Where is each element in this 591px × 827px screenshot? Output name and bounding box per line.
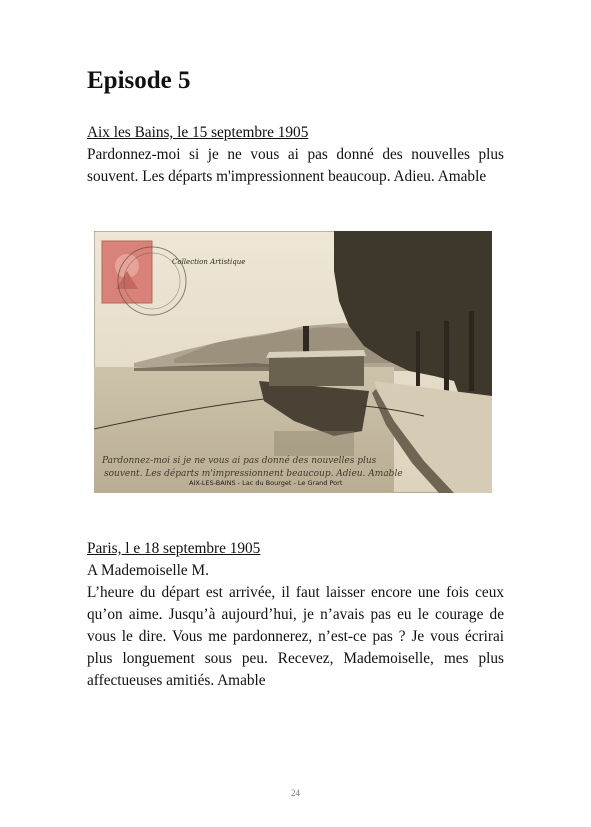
tree-trunk bbox=[469, 311, 474, 391]
page-title: Episode 5 bbox=[87, 67, 191, 94]
letter-date-heading: Paris, l e 18 septembre 1905 bbox=[87, 540, 261, 557]
letter-aix-les-bains bbox=[87, 122, 504, 188]
postcard-collection-label: Collection Artistique bbox=[172, 258, 246, 266]
letter-body: Pardonnez-moi si je ne vous ai pas donné des nouvelles plus souvent. Les départs m'impressionnent beaucoup. Adieu. Amable bbox=[87, 146, 504, 185]
letter-paris bbox=[87, 538, 504, 692]
steamboat-deck bbox=[269, 356, 364, 386]
tree-trunk bbox=[416, 331, 420, 386]
postcard-caption: AIX-LES-BAINS - Lac du Bourget - Le Grand Port bbox=[189, 479, 343, 487]
letter-salutation: A Mademoiselle M. bbox=[87, 562, 209, 579]
postcard-image bbox=[94, 231, 492, 493]
postcard-handwriting-line: souvent. Les départs m'impressionnent beaucoup. Adieu. Amable bbox=[104, 469, 403, 479]
letter-body: L’heure du départ est arrivée, il faut laisser encore une fois ceux qu’on aime. Jusqu’à aujourd’hui, je n’avais pas eu le courage de vous le dire. Vous me pardonnerez, n’est-ce pas ? Je vous écrirai plus longuement sous peu. Recevez, Mademoiselle, mes plus affectueuses amitiés. Amable bbox=[87, 584, 504, 689]
page-number: 24 bbox=[291, 788, 300, 798]
boat-reflection bbox=[274, 431, 354, 456]
postcard-handwriting-line: Pardonnez-moi si je ne vous ai pas donné des nouvelles plus bbox=[102, 456, 377, 466]
tree-trunk bbox=[444, 321, 449, 391]
letter-date-heading: Aix les Bains, le 15 septembre 1905 bbox=[87, 124, 309, 141]
